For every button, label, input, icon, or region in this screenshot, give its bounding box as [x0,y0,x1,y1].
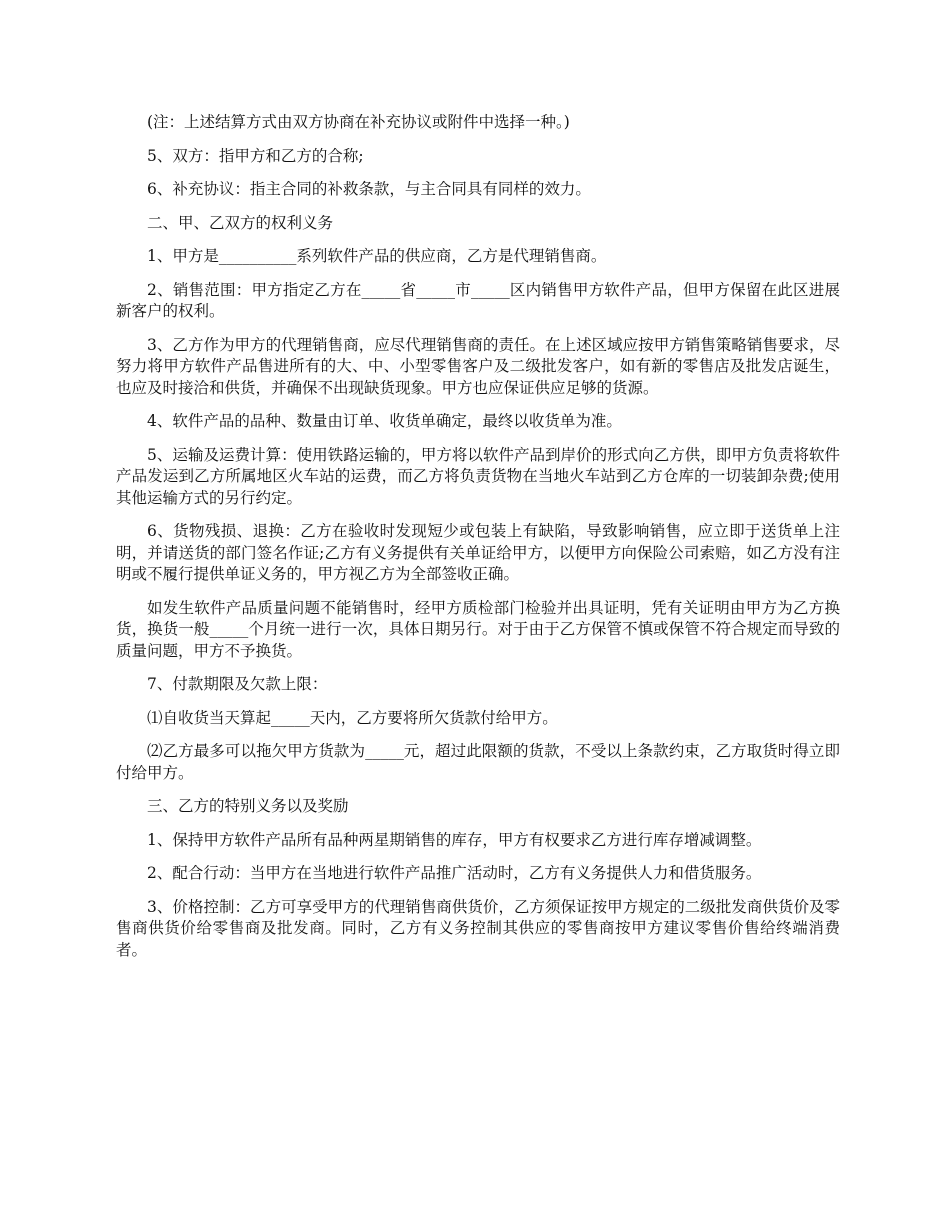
section-heading-special-obligations: 三、乙方的特别义务以及奖励 [147,797,349,815]
definition-parties: 5、双方：指甲方和乙方的合称; [147,146,364,165]
clause-transport-fees: 5、运输及运费计算：使用铁路运输的，甲方将以软件产品到岸价的形式向乙方供，即甲方负责将软件产品发运到乙方所属地区火车站的运费，而乙方将负责货物在当地火车站到乙方仓库的一切装卸杂费;使用其他运输方式的另行约定。 [116,445,840,507]
clause-supplier: 1、甲方是__________系列软件产品的供应商，乙方是代理销售商。 [147,247,607,265]
clause-price-control: 3、价格控制：乙方可享受甲方的代理销售商供货价，乙方须保证按甲方规定的二级批发商供货价及零售商供货价给零售商及批发商。同时，乙方有义务控制其供应的零售商按甲方建议零售价售给终端消费者。 [116,897,840,959]
clause-quality-exchange: 如发生软件产品质量问题不能销售时，经甲方质检部门检验并出具证明，凭有关证明由甲方为乙方换货，换货一般_____个月统一进行一次，具体日期另行。对于由于乙方保管不慎或保管不符合规定而导致的质量问题，甲方不予换货。 [116,598,840,660]
clause-promotion-cooperation: 2、配合行动：当甲方在当地进行软件产品推广活动时，乙方有义务提供人力和借货服务。 [147,864,762,882]
section-heading-rights-obligations: 二、甲、乙双方的权利义务 [147,213,334,232]
clause-payment-deadline: ⑴自收货当天算起_____天内，乙方要将所欠货款付给甲方。 [147,708,558,727]
definition-supplementary-agreement: 6、补充协议：指主合同的补救条款，与主合同具有同样的效力。 [147,180,591,198]
clause-product-quantity: 4、软件产品的品种、数量由订单、收货单确定，最终以收货单为准。 [147,412,622,430]
clause-damage-return: 6、货物残损、退换：乙方在验收时发现短少或包装上有缺陷，导致影响销售，应立即于送货单上注明，并请送货的部门签名作证;乙方有义务提供有关单证给甲方，以便甲方向保险公司索赔，如乙方没有注明或不履行提供单证义务的，甲方视乙方为全部签收正确。 [116,522,840,583]
clause-agent-responsibility: 3、乙方作为甲方的代理销售商，应尽代理销售商的责任。在上述区域应按甲方销售策略销售要求，尽努力将甲方软件产品售进所有的大、中、小型零售客户及二级批发客户，如有新的零售店及批发店诞生，也应及时接洽和供货，并确保不出现缺货现象。甲方也应保证供应足够的货源。 [116,335,840,397]
clause-inventory: 1、保持甲方软件产品所有品种两星期销售的库存，甲方有权要求乙方进行库存增减调整。 [147,830,762,849]
clause-sales-scope: 2、销售范围：甲方指定乙方在_____省_____市_____区内销售甲方软件产品，但甲方保留在此区进展新客户的权利。 [116,280,840,320]
document-body [116,112,840,973]
clause-debt-limit: ⑵乙方最多可以拖欠甲方货款为_____元，超过此限额的货款，不受以上条款约束，乙方取货时得立即付给甲方。 [116,742,840,782]
note-paragraph: (注：上述结算方式由双方协商在补充协议或附件中选择一种。) [147,113,570,131]
clause-payment-terms: 7、付款期限及欠款上限： [147,675,328,693]
